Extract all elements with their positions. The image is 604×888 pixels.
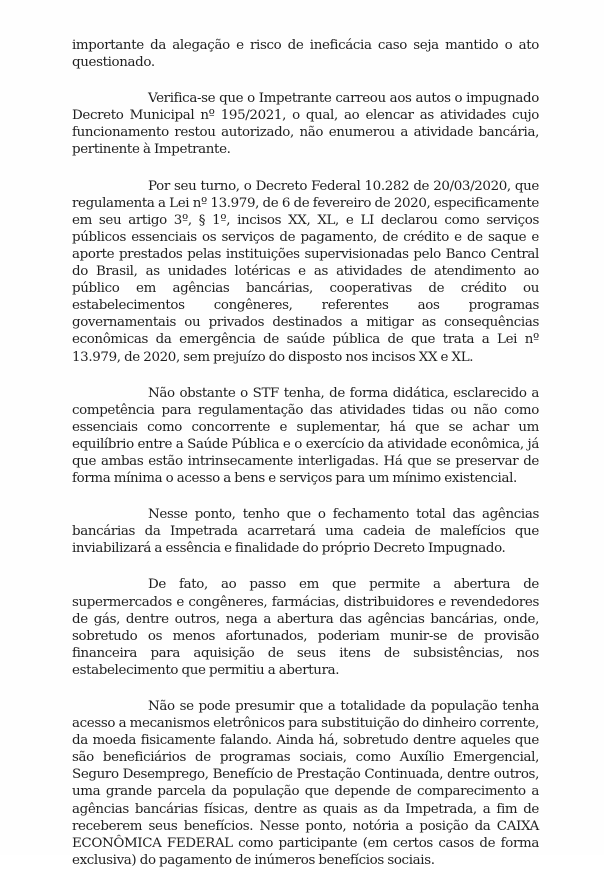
paragraph-7: Não se pode presumir que a totalidade da população tenha acesso a mecanismos eletrônicos para substituição do dinheiro corrente, da moeda fisicamente falando. Ainda há, sobretudo dentre aqueles que são beneficiários de programas sociais, como Auxílio Emergencial, Seguro Desemprego, Benefício de Prestação Continuada, dentre outros, uma grande parcela da população que depende de comparecimento a agências bancárias físicas, dentre as quais as da Impetrada, a fim de receberem seus benefícios. Nesse ponto, notória a posição da CAIXA ECONÔMICA FEDERAL como participante (em certos casos de forma exclusiva) do pagamento de inúmeros benefícios sociais. xyxy=(72,699,539,868)
document-body xyxy=(72,37,539,888)
paragraph-5: Nesse ponto, tenho que o fechamento total das agências bancárias da Impetrada acarretará uma cadeia de malefícios que inviabilizará a essência e finalidade do próprio Decreto Impugnado. xyxy=(72,507,539,557)
paragraph-3: Por seu turno, o Decreto Federal 10.282 de 20/03/2020, que regulamenta a Lei nº 13.979, de 6 de fevereiro de 2020, especificamente em seu artigo 3º, § 1º, incisos XX, XL, e LI declarou como serviços públicos essenciais os serviços de pagamento, de crédito e de saque e aporte prestados pelas instituições supervisionadas pelo Banco Central do Brasil, as unidades lotéricas e as atividades de atendimento ao público em agências bancárias, cooperativas de crédito ou estabelecimentos congêneres, referentes aos programas governamentais ou privados destinados a mitigar as consequências econômicas da emergência de saúde pública de que trata a Lei nº 13.979, de 2020, sem prejuízo do disposto nos incisos XX e XL. xyxy=(72,178,539,365)
paragraph-2: Verifica-se que o Impetrante carreou aos autos o impugnado Decreto Municipal nº 195/2021, o qual, ao elencar as atividades cujo funcionamento restou autorizado, não enumerou a atividade bancária, pertinente à Impetrante. xyxy=(72,91,539,158)
paragraph-4: Não obstante o STF tenha, de forma didática, esclarecido a competência para regulamentação das atividades tidas ou não como essenciais como concorrente e suplementar, há que se achar um equilíbrio entre a Saúde Pública e o exercício da atividade econômica, já que ambas estão intrinsecamente interligadas. Há que se preservar de forma mínima o acesso a bens e serviços para um mínimo existencial. xyxy=(72,385,539,487)
paragraph-1: importante da alegação e risco de ineficácia caso seja mantido o ato questionado. xyxy=(72,38,539,71)
paragraph-6: De fato, ao passo em que permite a abertura de supermercados e congêneres, farmácias, distribuidores e revendedores de gás, dentre outros, nega a abertura das agências bancárias, onde, sobretudo os menos afortunados, poderiam munir-se de provisão financeira para aquisição de seus itens de subsistências, nos estabelecimento que permitiu a abertura. xyxy=(72,577,539,678)
